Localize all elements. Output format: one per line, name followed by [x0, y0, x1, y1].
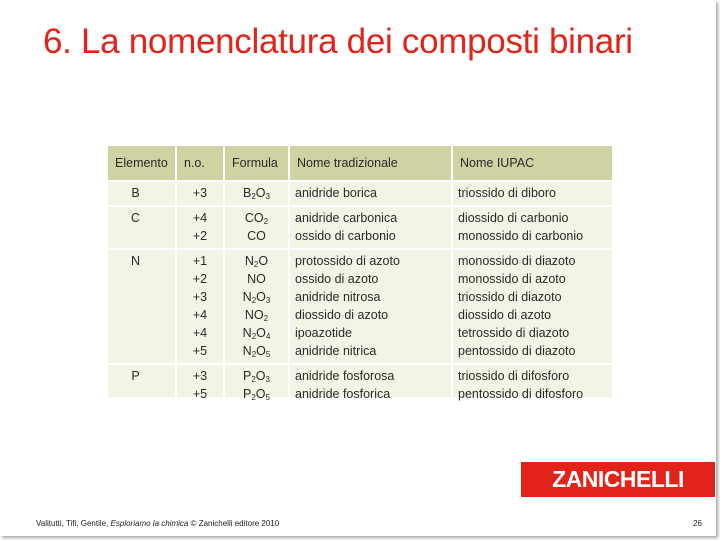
formula-subscript: 5 — [265, 350, 271, 359]
formula-symbol: P — [243, 387, 252, 401]
formula-subscript: 2 — [263, 314, 269, 323]
header-nome-iupac: Nome IUPAC — [452, 146, 612, 181]
cell-oxidation-numbers — [176, 249, 224, 364]
formula — [225, 209, 288, 227]
cell-iupac-names — [452, 206, 612, 249]
formula-symbol: NO — [247, 272, 266, 286]
nomenclature-table-container — [108, 146, 612, 402]
cell-formulas — [224, 181, 289, 206]
formula-subscript: 2 — [263, 217, 269, 226]
oxidation-number: +3 — [192, 290, 208, 304]
formula-subscript: 3 — [265, 375, 270, 384]
formula-subscript: 4 — [265, 332, 271, 341]
formula-subscript: 2 — [251, 332, 257, 341]
formula-symbol: N — [244, 254, 254, 268]
formula — [225, 306, 288, 324]
oxidation-number: +4 — [192, 308, 208, 322]
formula-symbol: O — [258, 254, 269, 268]
formula-symbol: B — [243, 186, 252, 200]
cell-element — [108, 364, 176, 406]
formula — [225, 367, 288, 385]
oxidation-number: +5 — [192, 387, 208, 401]
footer-book-title: Esploriamo la chimica — [110, 519, 189, 528]
formula-symbol: O — [256, 344, 266, 358]
element-symbol: B — [131, 186, 140, 200]
iupac-name: diossido di azoto — [458, 308, 552, 322]
table-row — [108, 249, 612, 364]
header-elemento: Elemento — [108, 146, 176, 181]
formula-subscript: 2 — [251, 296, 257, 305]
formula-subscript: 5 — [265, 393, 270, 402]
iupac-name: triossido di difosforo — [458, 369, 570, 383]
formula-symbol: O — [255, 369, 266, 383]
cell-iupac-names — [452, 364, 612, 406]
formula-symbol: CO — [244, 211, 264, 225]
table-body — [108, 181, 612, 406]
cell-element — [108, 249, 176, 364]
cell-iupac-names — [452, 181, 612, 206]
traditional-name: protossido di azoto — [295, 254, 400, 268]
traditional-name: ipoazotide — [295, 326, 352, 340]
formula-subscript: 3 — [265, 192, 270, 201]
element-symbol: C — [130, 211, 141, 225]
traditional-name: anidride fosforosa — [295, 369, 395, 383]
formula-subscript: 2 — [251, 393, 256, 402]
traditional-name: diossido di azoto — [295, 308, 389, 322]
cell-element — [108, 206, 176, 249]
cell-formulas — [224, 249, 289, 364]
oxidation-number: +2 — [192, 272, 208, 286]
table-row — [108, 364, 612, 406]
formula-symbol: P — [243, 369, 252, 383]
iupac-name: diossido di carbonio — [458, 211, 569, 225]
formula-symbol: O — [256, 290, 266, 304]
element-symbol: N — [130, 254, 141, 268]
traditional-name: anidride fosforica — [295, 387, 391, 401]
cell-traditional-names — [289, 249, 452, 364]
formula — [225, 288, 288, 306]
cell-oxidation-numbers — [176, 364, 224, 406]
page-number: 26 — [693, 519, 702, 528]
footer-authors: Valitutti, Tifi, Gentile, — [36, 519, 111, 528]
iupac-name: monossido di diazoto — [458, 254, 576, 268]
nomenclature-table — [108, 146, 612, 406]
formula — [225, 184, 288, 202]
slide-title: 6. La nomenclatura dei composti binari — [43, 22, 633, 61]
oxidation-number: +3 — [192, 369, 208, 383]
cell-formulas — [224, 206, 289, 249]
iupac-name: monossido di azoto — [458, 272, 566, 286]
element-symbol: P — [131, 369, 140, 383]
formula-symbol: N — [242, 290, 252, 304]
header-nome-tradizionale: Nome tradizionale — [289, 146, 452, 181]
cell-element — [108, 181, 176, 206]
formula — [225, 227, 288, 245]
zanichelli-logo: ZANICHELLI — [521, 462, 715, 497]
iupac-name: pentossido di diazoto — [458, 344, 576, 358]
header-no: n.o. — [176, 146, 224, 181]
formula-symbol: O — [256, 326, 266, 340]
oxidation-number: +2 — [192, 229, 208, 243]
traditional-name: anidride carbonica — [295, 211, 398, 225]
iupac-name: triossido di diboro — [458, 186, 556, 200]
formula-symbol: CO — [247, 229, 266, 243]
traditional-name: anidride nitrica — [295, 344, 377, 358]
formula-subscript: 2 — [251, 350, 257, 359]
formula-symbol: N — [242, 326, 252, 340]
cell-traditional-names — [289, 181, 452, 206]
formula-symbol: NO — [244, 308, 264, 322]
footer-publisher: © Zanichelli editore 2010 — [188, 519, 280, 528]
traditional-name: ossido di azoto — [295, 272, 379, 286]
iupac-name: tetrossido di diazoto — [458, 326, 570, 340]
formula-symbol: O — [255, 186, 266, 200]
formula-symbol: O — [255, 387, 266, 401]
formula-subscript: 2 — [253, 260, 259, 269]
footer-credit — [36, 519, 279, 528]
oxidation-number: +3 — [192, 186, 208, 200]
oxidation-number: +4 — [192, 326, 208, 340]
table-row — [108, 206, 612, 249]
formula — [225, 270, 288, 288]
cell-formulas — [224, 364, 289, 406]
oxidation-number: +1 — [192, 254, 208, 268]
formula — [225, 385, 288, 403]
oxidation-number: +4 — [192, 211, 208, 225]
header-formula: Formula — [224, 146, 289, 181]
formula-subscript: 2 — [251, 375, 256, 384]
traditional-name: anidride nitrosa — [295, 290, 381, 304]
table-row — [108, 181, 612, 206]
oxidation-number: +5 — [192, 344, 208, 358]
formula — [225, 252, 288, 270]
formula — [225, 342, 288, 360]
formula-subscript: 3 — [265, 296, 271, 305]
formula — [225, 324, 288, 342]
cell-traditional-names — [289, 364, 452, 406]
iupac-name: pentossido di difosforo — [458, 387, 584, 401]
iupac-name: triossido di diazoto — [458, 290, 562, 304]
cell-oxidation-numbers — [176, 181, 224, 206]
cell-traditional-names — [289, 206, 452, 249]
iupac-name: monossido di carbonio — [458, 229, 584, 243]
formula-subscript: 2 — [251, 192, 256, 201]
table-header-row — [108, 146, 612, 181]
traditional-name: ossido di carbonio — [295, 229, 396, 243]
cell-oxidation-numbers — [176, 206, 224, 249]
cell-iupac-names — [452, 249, 612, 364]
traditional-name: anidride borica — [295, 186, 377, 200]
formula-symbol: N — [242, 344, 252, 358]
